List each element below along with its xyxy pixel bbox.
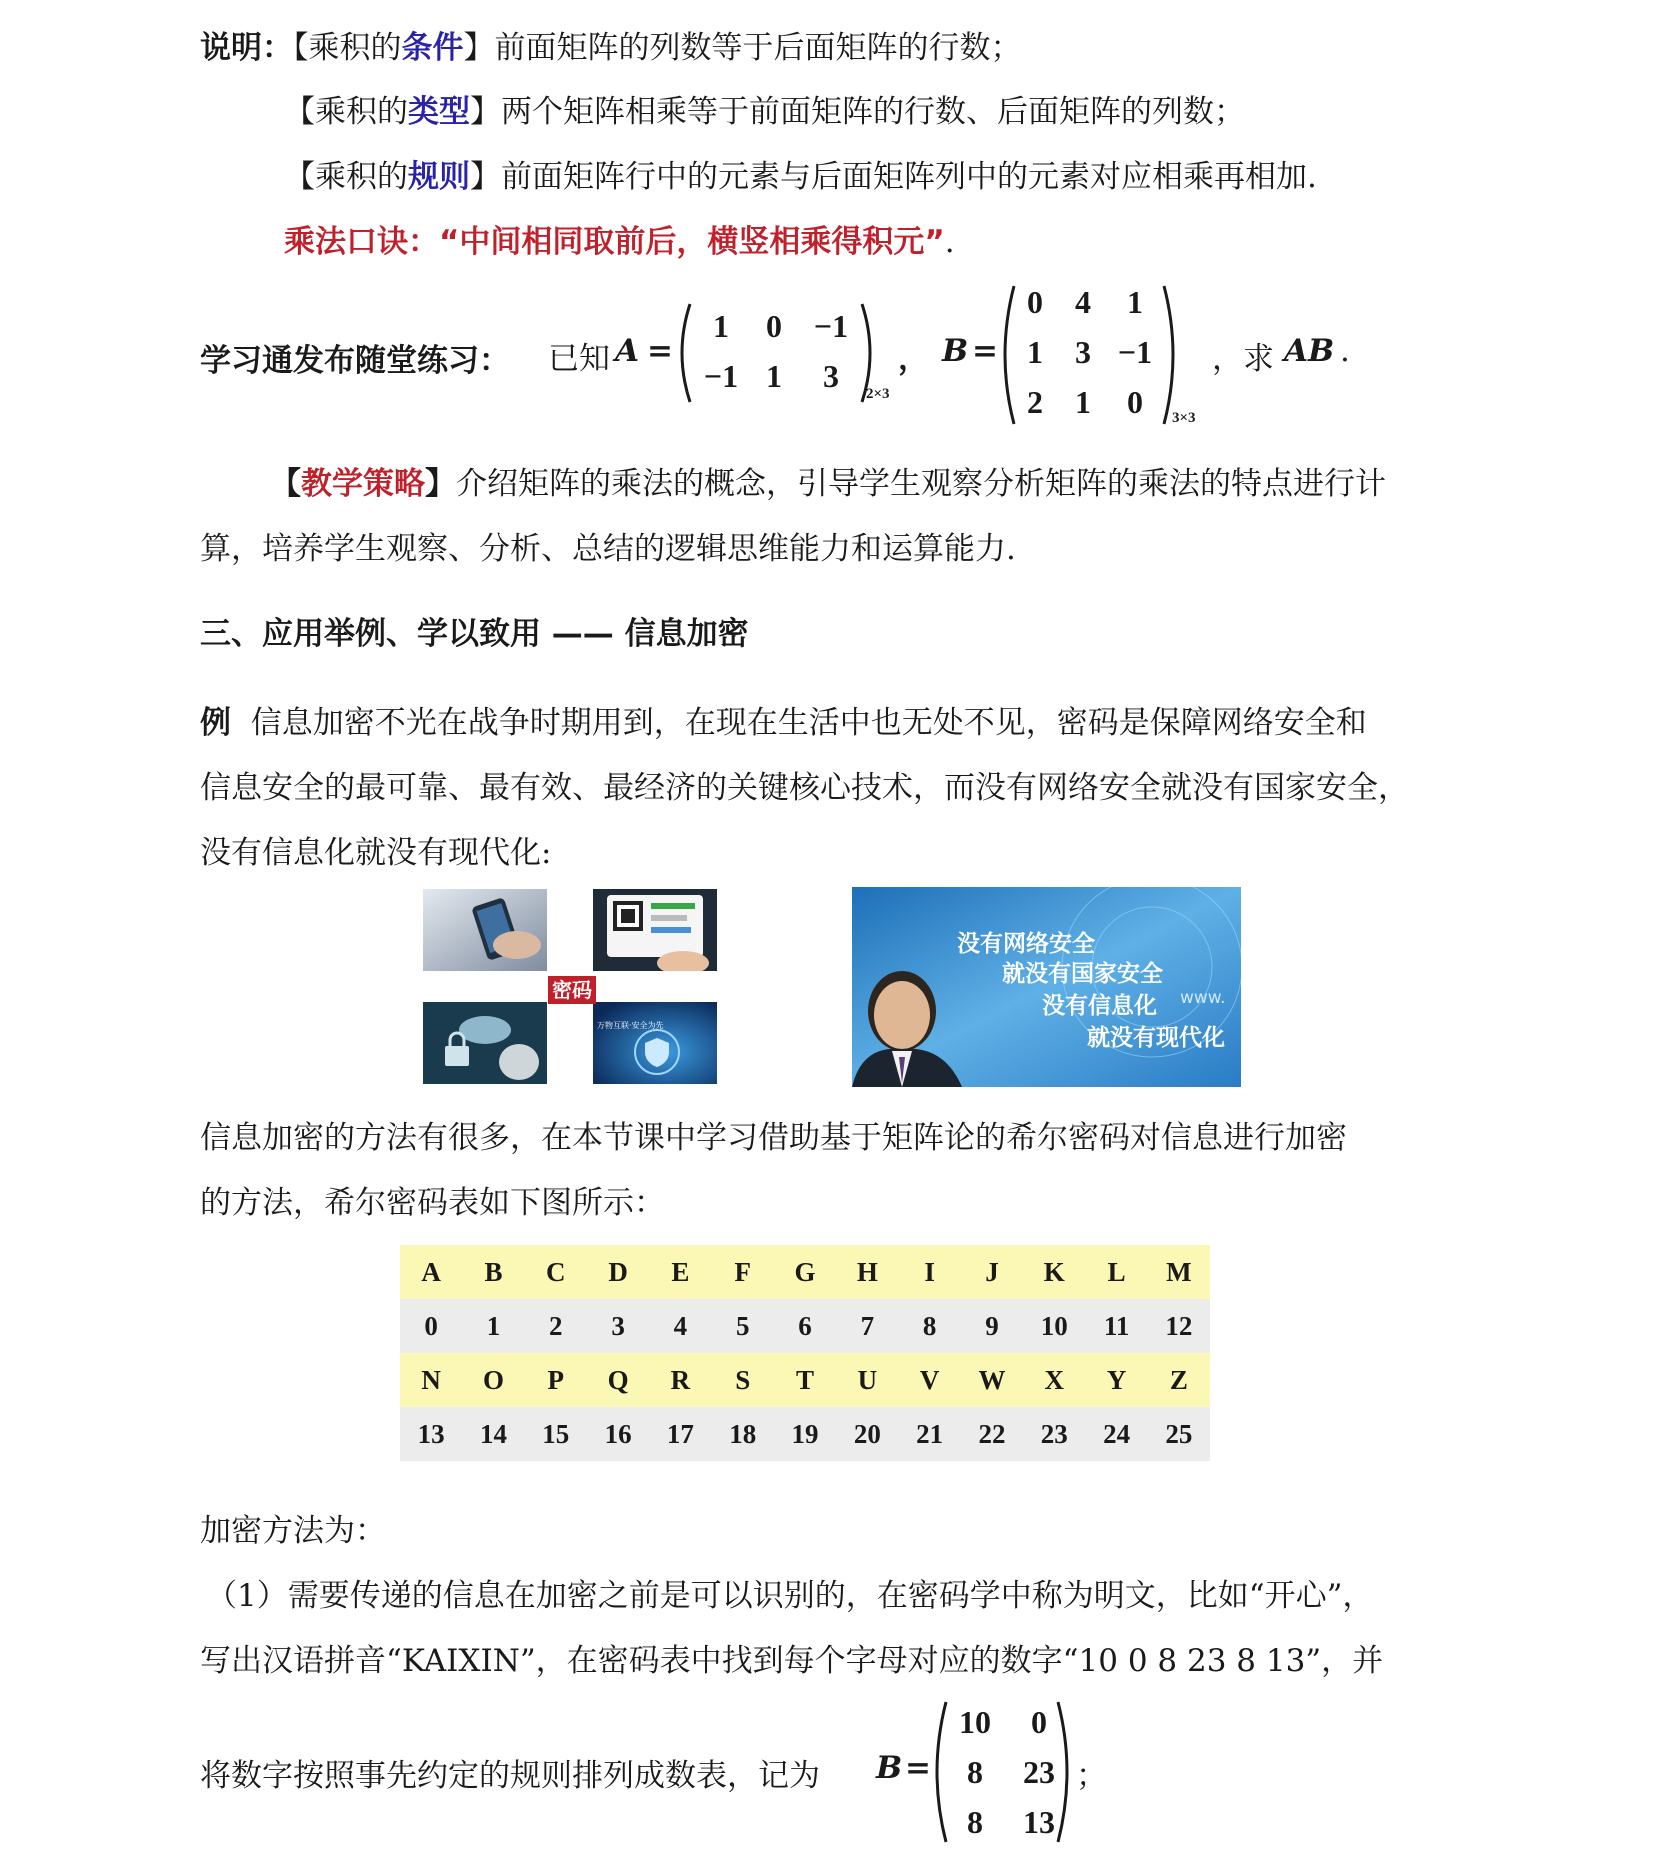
cipher-cell: B: [484, 1256, 503, 1287]
note-line-3: [284, 151, 1317, 196]
matrix-b-cell: 3: [1075, 334, 1091, 370]
note-item-post: 】两个矩阵相乘等于前面矩阵的行数、后面矩阵的列数；: [470, 94, 1245, 130]
intro-line-2: 的方法，希尔密码表如下图所示：: [200, 1185, 665, 1221]
payment-qr-image: [593, 889, 717, 971]
cipher-cell: V: [919, 1364, 940, 1395]
cipher-cell: 4: [673, 1310, 688, 1341]
intro-line-1: 信息加密的方法有很多，在本节课中学习借助基于矩阵论的希尔密码对信息进行加密: [200, 1120, 1347, 1156]
matrix-b-name: B: [942, 333, 969, 369]
cipher-cell: 0: [424, 1310, 438, 1341]
cipher-cell: R: [670, 1364, 691, 1395]
method-step1-line1: （1）需要传递的信息在加密之前是可以识别的，在密码学中称为明文，比如“开心”，: [206, 1578, 1374, 1614]
strategy-line-1: [270, 458, 1386, 503]
cipher-cell: A: [421, 1256, 441, 1287]
product-ab: AB: [1284, 333, 1335, 369]
plaintext-matrix-cell: 10: [959, 1704, 991, 1740]
cipher-cell: 9: [985, 1310, 999, 1341]
cipher-cell: 10: [1040, 1310, 1068, 1341]
cipher-cell: T: [796, 1364, 815, 1395]
cipher-cell: 22: [978, 1418, 1006, 1449]
section-heading: 三、应用举例、学以致用 —— 信息加密: [200, 616, 749, 652]
matrix-b-cell: −1: [1117, 334, 1153, 370]
slogan-line-2: 就没有国家安全: [1002, 961, 1163, 987]
cipher-cell: F: [734, 1256, 751, 1287]
mnemonic-text: 乘法口诀：“中间相同取前后，横竖相乘得积元”: [284, 224, 945, 260]
cipher-cell: 15: [542, 1418, 570, 1449]
cipher-cell: 17: [666, 1418, 694, 1449]
note-item-post: 】前面矩阵行中的元素与后面矩阵列中的元素对应相乘再相加.: [470, 159, 1317, 195]
semicolon: ；: [1076, 1758, 1107, 1794]
note-key-type: 类型: [408, 94, 470, 130]
cipher-cell: 24: [1103, 1418, 1131, 1449]
plaintext-matrix: [932, 1698, 1072, 1846]
cipher-cell: H: [856, 1256, 878, 1287]
password-badge: 密码: [548, 976, 596, 1004]
note-item-post: 】前面矩阵的列数等于后面矩阵的行数；: [463, 30, 1022, 66]
matrix-b-cell: 1: [1127, 284, 1143, 320]
plaintext-matrix-cell: 8: [967, 1804, 983, 1840]
matrix-b-cell: 1: [1075, 384, 1091, 420]
cipher-cell: K: [1043, 1256, 1065, 1287]
cipher-cell: Y: [1106, 1364, 1127, 1395]
cipher-cell: 8: [922, 1310, 937, 1341]
note-line-2: [284, 86, 1245, 131]
cipher-cell: 18: [729, 1418, 757, 1449]
cipher-cell: S: [735, 1364, 751, 1395]
method-heading: 加密方法为：: [200, 1513, 386, 1549]
plaintext-matrix-cell: 23: [1023, 1754, 1055, 1790]
matrix-b-size: 3×3: [1172, 410, 1196, 426]
cipher-row-numbers-2: [400, 1407, 1210, 1461]
matrix-b-name: B: [876, 1750, 903, 1786]
cipher-cell: Z: [1169, 1364, 1188, 1395]
matrix-a-cell: 0: [766, 308, 782, 344]
matrix-a-cell: 1: [713, 308, 729, 344]
cipher-row-letters-2: [400, 1353, 1210, 1407]
tile-caption: 万物互联·安全为先: [597, 1021, 664, 1030]
matrix-a-name: A: [615, 333, 640, 369]
cipher-cell: U: [857, 1364, 878, 1395]
matrix-b-cell: 0: [1127, 384, 1143, 420]
phone-hand-image: [423, 889, 547, 971]
cloud-lock-image: [423, 1002, 547, 1084]
note-key-condition: 条件: [401, 30, 464, 66]
matrix-a: [676, 300, 876, 406]
example-line-2: 信息安全的最可靠、最有效、最经济的关键核心技术，而没有网络安全就没有国家安全，: [200, 770, 1409, 806]
cipher-cell: 5: [735, 1310, 750, 1341]
cipher-cell: 19: [791, 1418, 819, 1449]
strategy-text: 介绍矩阵的乘法的概念，引导学生观察分析矩阵的乘法的特点进行计: [456, 466, 1386, 502]
note-item-pre: 【乘积的: [284, 94, 408, 130]
plaintext-matrix-cell: 13: [1023, 1804, 1055, 1840]
cipher-cell: Q: [607, 1364, 629, 1395]
banner-watermark: www.: [1180, 988, 1226, 1008]
cipher-cell: D: [608, 1256, 628, 1287]
plaintext-matrix-cell: 8: [967, 1754, 983, 1790]
note-key-rule: 规则: [408, 159, 470, 195]
cipher-cell: 16: [604, 1418, 632, 1449]
strategy-title: 教学策略: [301, 466, 425, 502]
slogan-line-1: 没有网络安全: [957, 931, 1095, 957]
matrix-a-cell: 3: [823, 358, 839, 394]
example-text: 信息加密不光在战争时期用到，在现在生活中也无处不见，密码是保障网络安全和: [250, 705, 1367, 741]
note-item-pre: 【乘积的: [293, 30, 402, 66]
slogan-line-3: 没有信息化: [1042, 993, 1157, 1019]
cipher-row-numbers-1: [400, 1299, 1210, 1353]
equals-sign: =: [647, 333, 673, 369]
matrix-a-size: 2×3: [866, 386, 890, 402]
method-step1-line3: 将数字按照事先约定的规则排列成数表，记为: [200, 1758, 820, 1794]
cipher-cell: 13: [417, 1418, 445, 1449]
cipher-cell: L: [1107, 1256, 1126, 1287]
matrix-a-cell: 1: [766, 358, 782, 394]
example-line-3: 没有信息化就没有现代化:: [200, 835, 552, 871]
cipher-cell: 11: [1103, 1310, 1130, 1341]
equals-sign: =: [905, 1750, 931, 1786]
cipher-cell: 25: [1165, 1418, 1193, 1449]
cipher-cell: 7: [860, 1310, 875, 1341]
matrix-b-cell: 2: [1027, 384, 1043, 420]
cipher-table: [400, 1245, 1210, 1461]
note-label: 说明：: [200, 30, 293, 66]
strategy-bracket-open: 【: [270, 466, 301, 502]
shield-icon: [593, 1002, 717, 1084]
equals-sign: =: [972, 333, 998, 369]
cipher-cell: I: [924, 1256, 935, 1287]
cipher-cell: J: [985, 1256, 999, 1287]
cipher-cell: 12: [1165, 1310, 1193, 1341]
comma: ，: [898, 341, 929, 377]
plaintext-matrix-cell: 0: [1031, 1704, 1047, 1740]
strategy-line-2: 算，培养学生观察、分析、总结的逻辑思维能力和运算能力.: [200, 531, 1016, 567]
cipher-cell: 1: [486, 1310, 501, 1341]
cipher-cell: 20: [853, 1418, 881, 1449]
exercise-label: 学习通发布随堂练习：: [200, 343, 510, 379]
cipher-cell: 23: [1040, 1418, 1068, 1449]
matrix-b-cell: 4: [1075, 284, 1091, 320]
strategy-bracket-close: 】: [425, 466, 456, 502]
matrix-b: [1000, 282, 1178, 428]
cipher-cell: W: [978, 1364, 1006, 1395]
note-line-1: [200, 22, 1022, 67]
exercise-period: .: [1340, 333, 1350, 369]
cipher-cell: P: [547, 1364, 565, 1395]
slogan-line-4: 就没有现代化: [1087, 1025, 1225, 1051]
example-label: 例: [200, 705, 231, 741]
cipher-cell: G: [794, 1256, 816, 1287]
cipher-cell: M: [1166, 1256, 1192, 1287]
cipher-cell: E: [671, 1256, 690, 1287]
exercise-given: 已知: [548, 341, 610, 377]
cipher-cell: O: [482, 1364, 504, 1395]
cipher-row-letters-1: [400, 1245, 1210, 1299]
exercise-ask: ，求: [1212, 341, 1274, 377]
qr-code-icon: [593, 889, 717, 971]
matrix-a-cell: −1: [813, 308, 849, 344]
cipher-cell: 14: [479, 1418, 507, 1449]
cipher-cell: X: [1044, 1364, 1065, 1395]
cipher-cell: 21: [916, 1418, 944, 1449]
cipher-cell: N: [421, 1364, 441, 1395]
slogan-banner-image: [852, 887, 1241, 1087]
mnemonic: [284, 216, 955, 261]
example-line-1: [200, 697, 1367, 742]
lock-icon: [423, 1002, 547, 1084]
note-item-pre: 【乘积的: [284, 159, 408, 195]
matrix-b-cell: 0: [1027, 284, 1043, 320]
security-shield-image: [593, 1002, 717, 1084]
matrix-b-cell: 1: [1027, 334, 1043, 370]
cipher-cell: 2: [549, 1310, 563, 1341]
method-step1-line2: 写出汉语拼音“KAIXIN”，在密码表中找到每个字母对应的数字“10 0 8 23 8 13”，并: [200, 1643, 1384, 1679]
phone-hand-icon: [423, 889, 547, 971]
cipher-cell: 3: [611, 1310, 625, 1341]
mnemonic-end: .: [944, 224, 955, 260]
cipher-cell: C: [546, 1256, 566, 1287]
matrix-a-cell: −1: [703, 358, 739, 394]
cipher-cell: 6: [798, 1310, 812, 1341]
